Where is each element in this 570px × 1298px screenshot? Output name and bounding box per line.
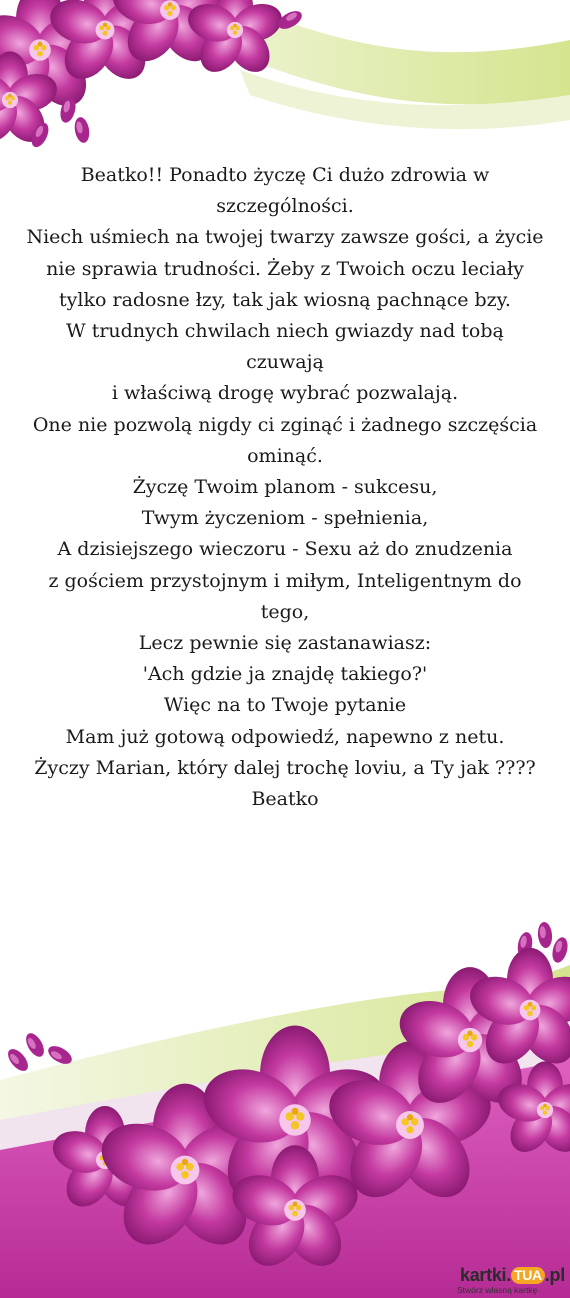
logo-prefix: kartki. (460, 1265, 511, 1285)
greeting-message (22, 160, 548, 815)
logo-badge: TUA (511, 1267, 545, 1284)
logo-tagline: Stwórz własną kartkę (457, 1285, 538, 1295)
message-line: Życzy Marian, który dalej trochę loviu, a Ty jak ???? (34, 756, 536, 779)
message-line: nie sprawia trudności. Żeby z Twoich oczu leciały (46, 257, 524, 280)
message-line: Beatko (251, 788, 319, 811)
logo-wordmark (460, 1265, 565, 1286)
message-line: ominąć. (247, 444, 323, 467)
top-flower-cluster (0, 0, 305, 150)
message-line: 'Ach gdzie ja znajdę takiego?' (142, 663, 428, 686)
message-line: Beatko!! Ponadto życzę Ci dużo zdrowia w (80, 164, 490, 186)
message-line: Życzę Twoim planom - sukcesu, (132, 476, 438, 499)
message-line: Mam już gotową odpowiedź, napewno z netu. (65, 725, 505, 748)
message-line: Więc na to Twoje pytanie (163, 694, 407, 717)
message-line: A dzisiejszego wieczoru - Sexu aż do znudzenia (57, 538, 513, 561)
site-logo-link[interactable] (454, 1262, 570, 1298)
message-line: tylko radosne łzy, tak jak wiosną pachnące bzy. (59, 288, 511, 311)
message-line: tego, (260, 600, 310, 623)
message-line: szczególności. (216, 195, 354, 218)
logo-suffix: .pl (544, 1265, 565, 1285)
message-line: Twym życzeniom - spełnienia, (141, 507, 429, 530)
message-line: One nie pozwolą nigdy ci zginąć i żadnego szczęścia (32, 413, 538, 436)
message-line: Lecz pewnie się zastanawiasz: (138, 632, 432, 655)
message-line: Niech uśmiech na twojej twarzy zawsze gości, a życie (26, 226, 544, 249)
message-line: i właściwą drogę wybrać pozwalają. (111, 382, 459, 405)
message-line: czuwają (246, 351, 324, 374)
message-line: W trudnych chwilach niech gwiazdy nad tobą (66, 320, 504, 343)
message-line: z gościem przystojnym i miłym, Inteligentnym do (48, 569, 522, 592)
